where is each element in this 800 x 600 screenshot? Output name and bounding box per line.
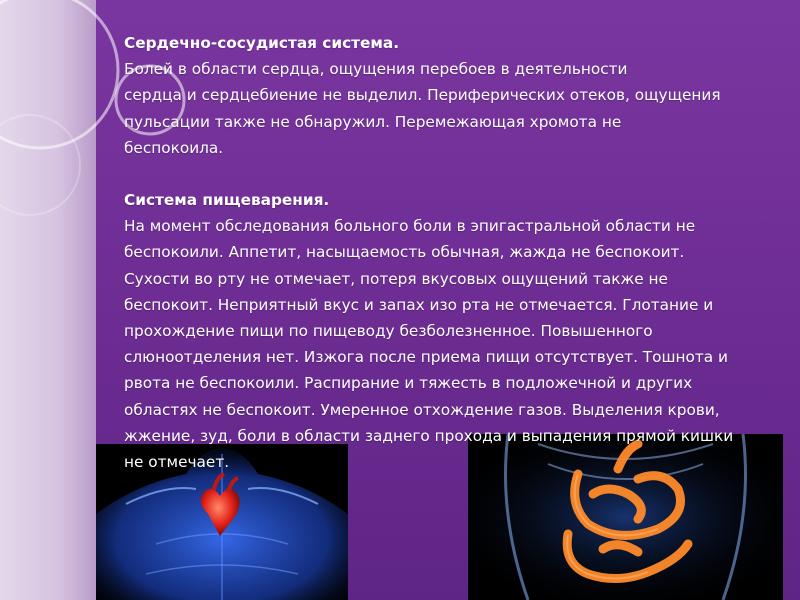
digestion-line: областях не беспокоит. Умеренное отхождение газов. Выделения крови, bbox=[124, 400, 720, 419]
digestion-line: прохождение пищи по пищеводу безболезненное. Повышенного bbox=[124, 322, 653, 341]
cardio-line: беспокоила. bbox=[124, 138, 224, 157]
digestion-line: не отмечает. bbox=[124, 453, 230, 472]
cardio-line: Болей в области сердца, ощущения перебоев в деятельности bbox=[124, 60, 628, 79]
cardio-line: сердца и сердцебиение не выделил. Периферических отеков, ощущения bbox=[124, 86, 721, 105]
digestion-line: слюноотделения нет. Изжога после приема пищи отсутствует. Тошнота и bbox=[124, 348, 728, 367]
slide-text bbox=[124, 30, 774, 475]
cardio-title: Сердечно-сосудистая система. bbox=[124, 34, 400, 52]
digestion-line: На момент обследования больного боли в эпигастральной области не bbox=[124, 217, 696, 236]
digestion-line: Сухости во рту не отмечает, потеря вкусовых ощущений также не bbox=[124, 269, 668, 288]
digestion-title: Система пищеварения. bbox=[124, 191, 330, 210]
digestion-line: беспокоили. Аппетит, насыщаемость обычная, жажда не беспокоит. bbox=[124, 243, 685, 262]
digestion-line: рвота не беспокоили. Распирание и тяжесть в подложечной и других bbox=[124, 374, 693, 393]
digestion-line: жжение, зуд, боли в области заднего прохода и выпадения прямой кишки bbox=[124, 426, 734, 445]
cardio-line: пульсации также не обнаружил. Перемежающая хромота не bbox=[124, 112, 622, 131]
digestion-line: беспокоит. Неприятный вкус и запах изо рта не отмечается. Глотание и bbox=[124, 295, 714, 314]
